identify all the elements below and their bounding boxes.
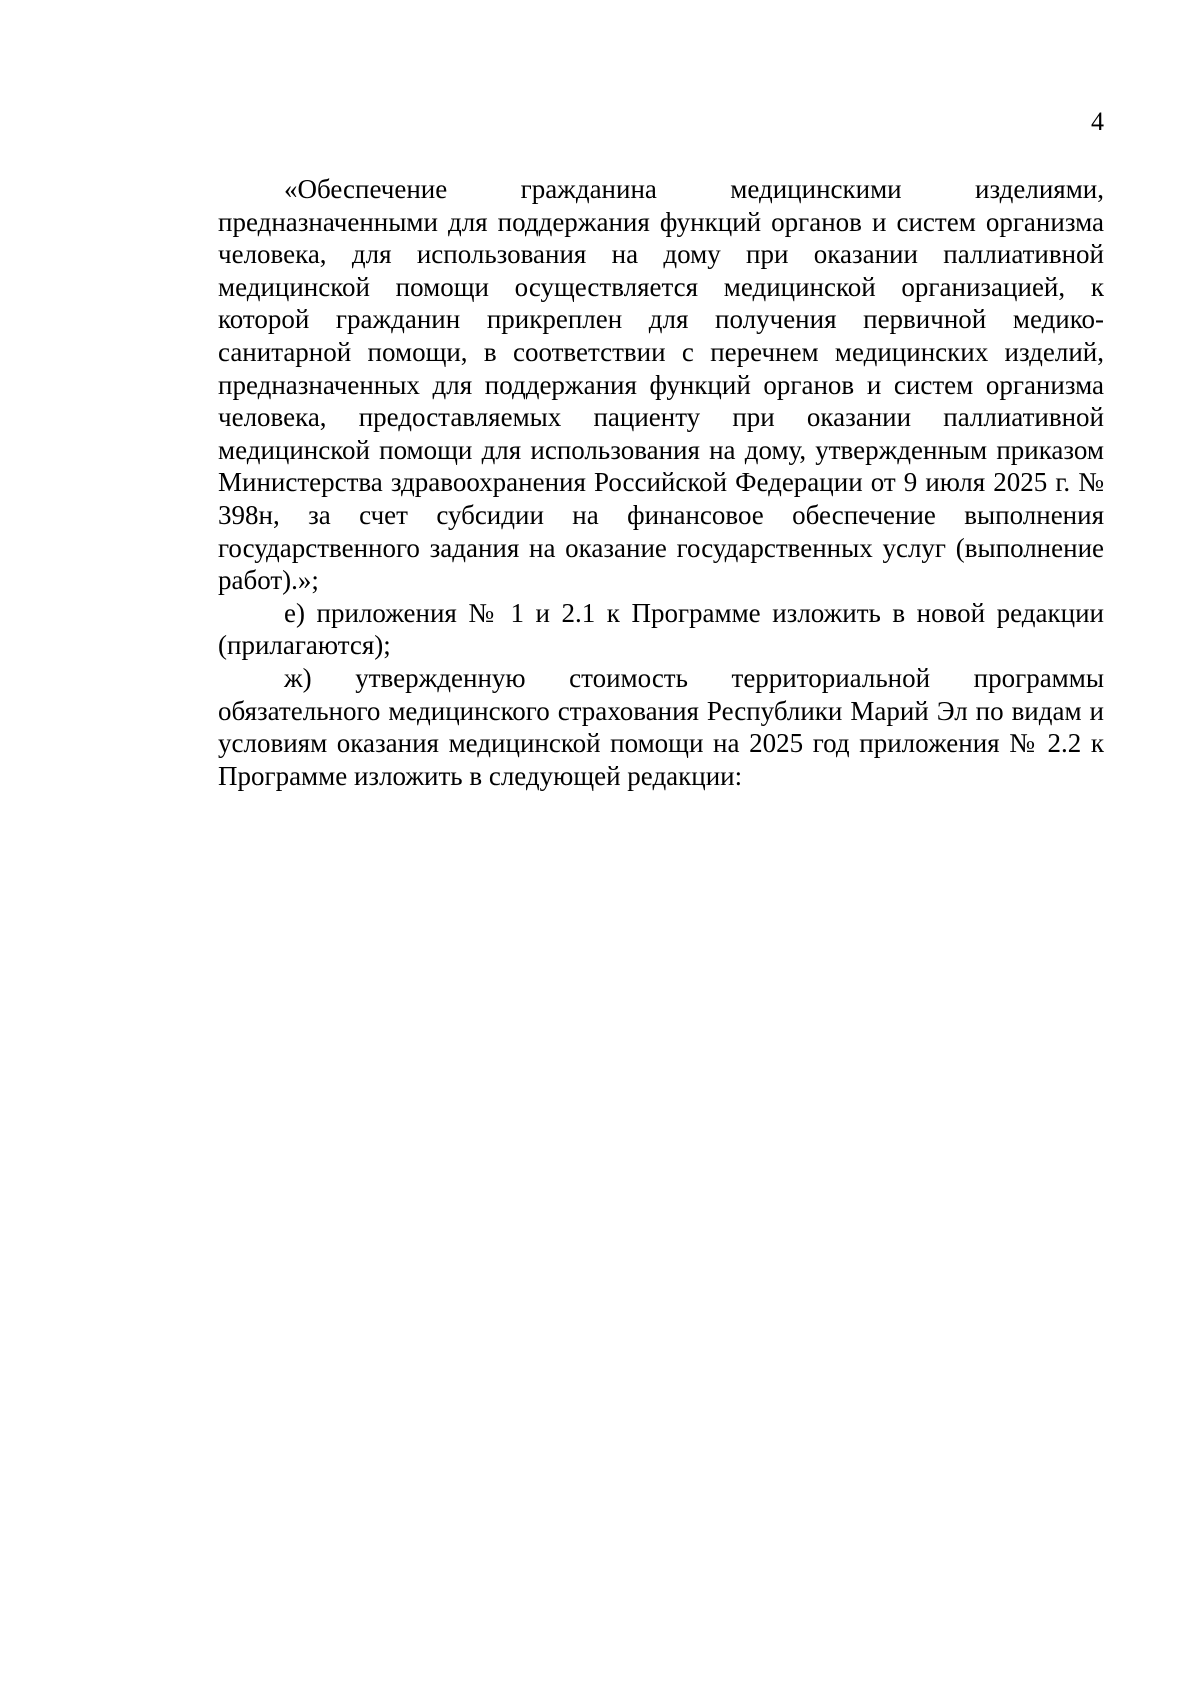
paragraph-item-zh: ж) утвержденную стоимость территориальной программы обязательного медицинского страхования Республики Марий Эл по видам и условиям оказания медицинской помощи на 2025 год приложения № 2.2 к Программе изложить в следующей редакции: xyxy=(218,662,1104,791)
body-text xyxy=(218,173,1104,792)
paragraph-medical-devices: «Обеспечение гражданина медицинскими изделиями, предназначенными для поддержания функций органов и систем организма человека, для использования на дому при оказании паллиативной медицинской помощи осуществляется медицинской организацией, к которой гражданин прикреплен для получения первичной медико-санитарной помощи, в соответствии с перечнем медицинских изделий, предназначенных для поддержания функций органов и систем организма человека, предоставляемых пациенту при оказании паллиативной медицинской помощи для использования на дому, утвержденным приказом Министерства здравоохранения Российской Федерации от 9 июля 2025 г. № 398н, за счет субсидии на финансовое обеспечение выполнения государственного задания на оказание государственных услуг (выполнение работ).»; xyxy=(218,174,1104,596)
page-number: 4 xyxy=(1091,107,1104,136)
paragraph-item-e: е) приложения № 1 и 2.1 к Программе изложить в новой редакции (прилагаются); xyxy=(218,597,1104,661)
